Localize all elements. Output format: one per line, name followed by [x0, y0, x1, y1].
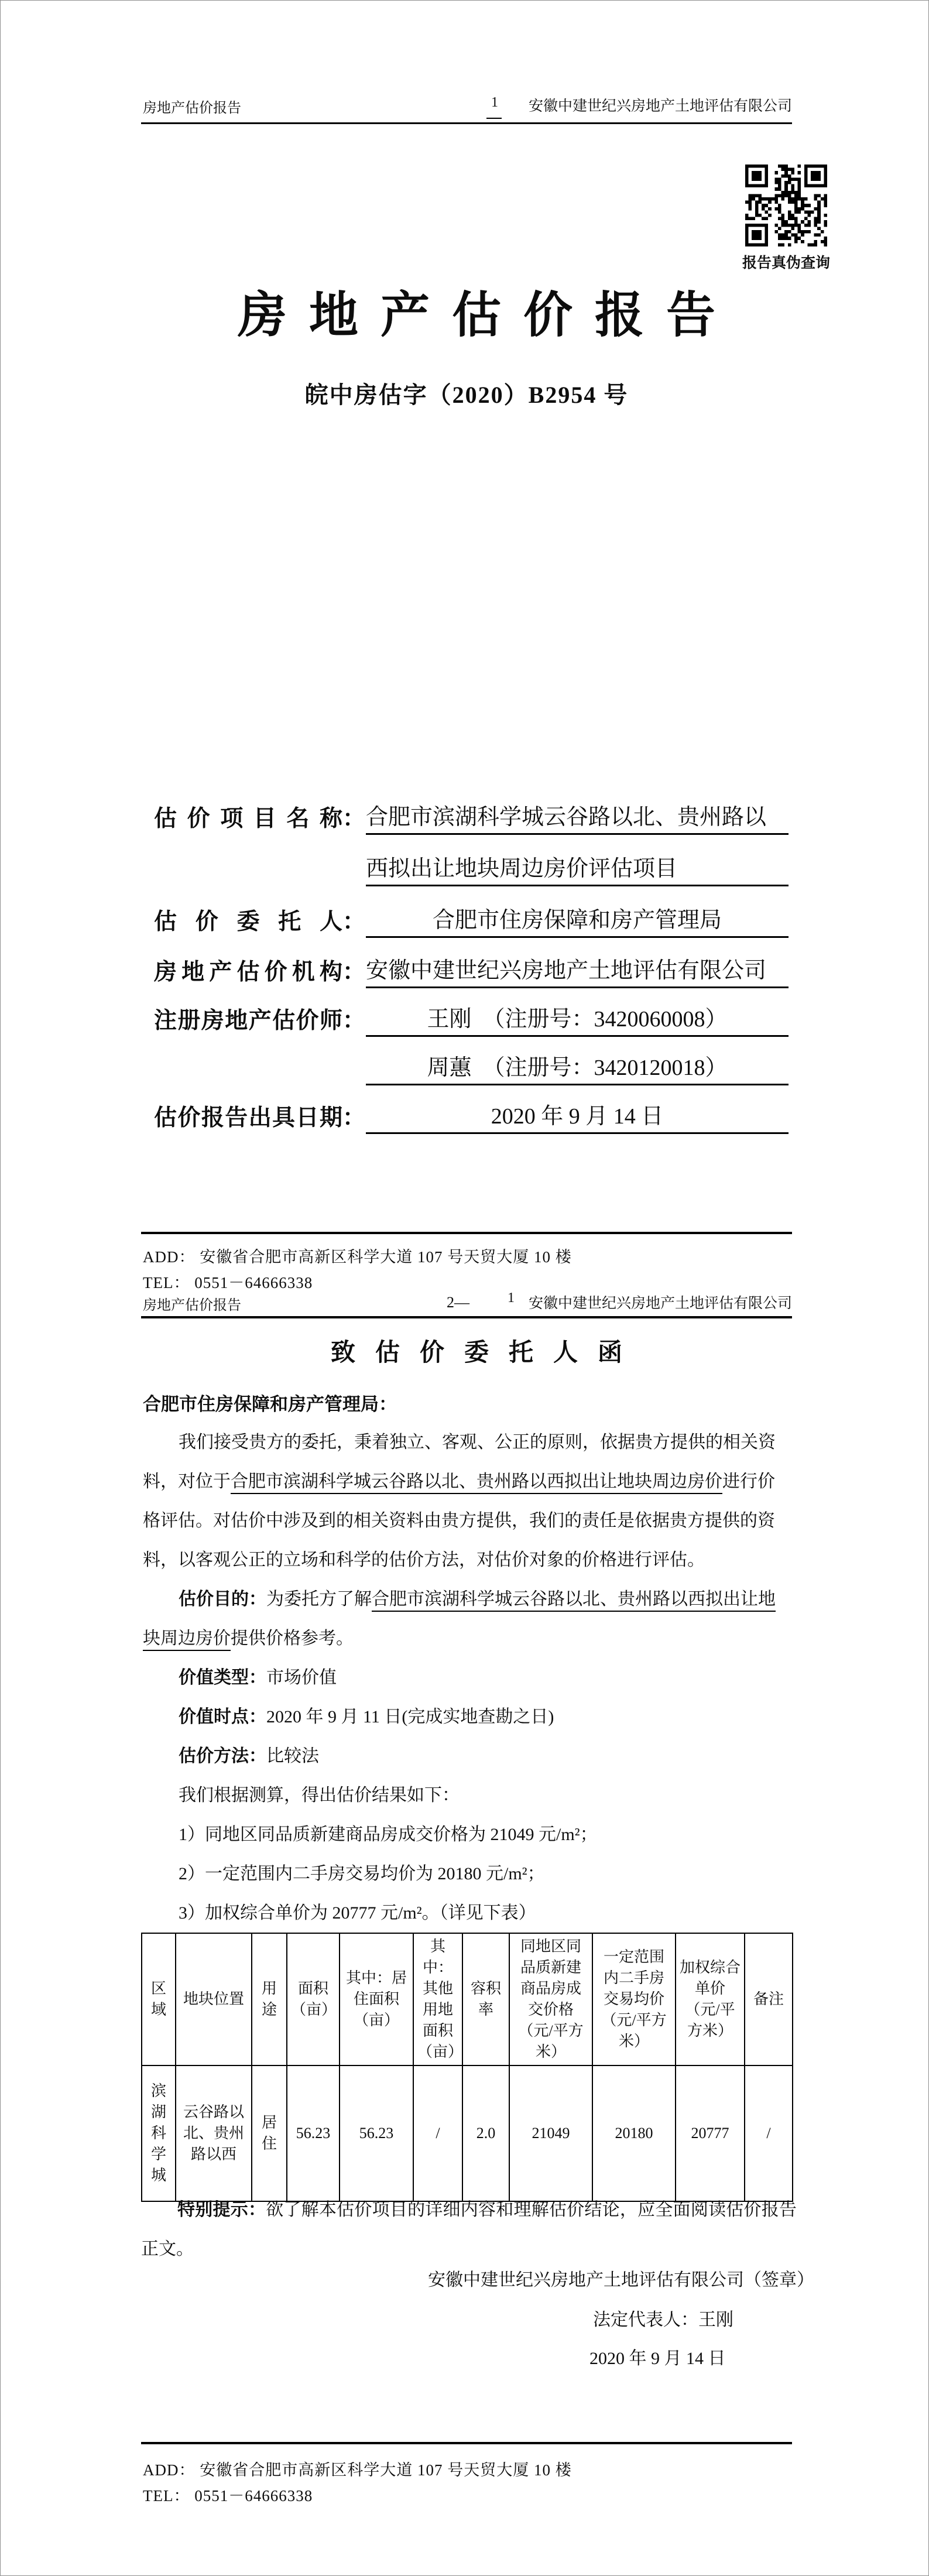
field-label: 估价项目名称 [154, 806, 342, 831]
report-title: 房地产估价报告 [237, 289, 738, 343]
value-type-value: 市场价值 [266, 1668, 337, 1687]
field-project-name-cont [154, 853, 789, 887]
field-colon: ： [342, 1105, 366, 1131]
cell-other-area: / [413, 2065, 462, 2201]
value-date-line [179, 1702, 554, 1728]
qr-caption: 报告真伪查询 [742, 255, 830, 271]
signature-legal-representative: 法定代表人：王刚 [593, 2310, 733, 2330]
field-value: 合肥市滨湖科学城云谷路以北、贵州路以 [366, 801, 789, 835]
special-note [141, 2190, 797, 2269]
field-agency [154, 955, 789, 989]
field-project-name [154, 801, 789, 835]
field-colon: ： [342, 909, 366, 934]
page2-header-rule [141, 1316, 792, 1318]
result-item-2: 2）一定范围内二手房交易均价为 20180 元/m²； [179, 1864, 545, 1883]
purpose-label: 估价目的： [179, 1590, 266, 1609]
method-line [179, 1741, 319, 1767]
cell-location: 云谷路以北、贵州路以西 [176, 2065, 252, 2201]
page2-footer-rule [141, 2442, 792, 2444]
col-header-new-home-price: 同地区同品质新建商品房成交价格（元/平方米） [509, 1933, 592, 2065]
page2-header-page-prefix: 2— [447, 1294, 469, 1311]
paragraph-line [143, 1467, 775, 1492]
value-type-label: 价值类型： [179, 1668, 266, 1687]
field-label: 注册房地产估价师 [154, 1008, 342, 1033]
page1-footer-rule [141, 1232, 792, 1234]
col-header-secondhand-price: 一定范围内二手房交易均价（元/平方米） [592, 1933, 676, 2065]
page1-page-number-underline [486, 118, 502, 119]
field-report-date [154, 1101, 789, 1135]
underlined-project-name: 块周边房价 [143, 1629, 231, 1651]
value-date-value: 2020 年 9 月 11 日(完成实地查勘之日) [266, 1707, 554, 1727]
field-value: 周蕙 （注册号：3420120018） [366, 1052, 789, 1085]
col-header-use: 用途 [252, 1933, 287, 2065]
results-lead-in: 我们根据测算，得出估价结果如下： [179, 1786, 460, 1805]
cell-area: 56.23 [287, 2065, 340, 2201]
cell-use: 居住 [252, 2065, 287, 2201]
cell-residential-area: 56.23 [340, 2065, 413, 2201]
field-label: 估价委托人 [154, 909, 342, 934]
field-colon: ： [342, 1008, 366, 1033]
page1-footer-address: ADD： 安徽省合肥市高新区科学大道 107 号天贸大厦 10 楼 [143, 1248, 572, 1266]
field-value: 合肥市住房保障和房产管理局 [366, 905, 789, 938]
underlined-project-name: 合肥市滨湖科学城云谷路以北、贵州路以西拟出让地 [372, 1590, 776, 1612]
field-value: 王刚 （注册号：3420060008） [366, 1003, 789, 1037]
page1-header-page-number: 1 [491, 95, 498, 110]
field-client [154, 905, 789, 938]
cell-remarks: / [745, 2065, 793, 2201]
text-run: 料，对位于 [143, 1472, 231, 1491]
field-appraiser-1 [154, 1003, 789, 1037]
col-header-region: 区域 [142, 1933, 176, 2065]
page2-footer-telephone: TEL： 0551－64666338 [143, 2487, 313, 2505]
text-run: 提供价格参考。 [231, 1629, 354, 1648]
qr-code-image [745, 165, 827, 246]
letter-addressee: 合肥市住房保障和房产管理局： [143, 1394, 397, 1414]
page1-header-rule [141, 122, 792, 124]
col-header-plot-ratio: 容积率 [462, 1933, 509, 2065]
cell-plot-ratio: 2.0 [462, 2065, 509, 2201]
qr-code [745, 165, 827, 246]
results-table [141, 1933, 793, 2202]
page2-header-company: 安徽中建世纪兴房地产土地评估有限公司 [528, 1296, 792, 1311]
report-doc-number: 皖中房估字（2020）B2954 号 [304, 382, 629, 408]
page2-footer-address: ADD： 安徽省合肥市高新区科学大道 107 号天贸大厦 10 楼 [143, 2461, 572, 2479]
result-item-3: 3）加权综合单价为 20777 元/m²。（详见下表） [179, 1903, 536, 1923]
paragraph-line: 料，以客观公正的立场和科学的估价方法，对估价对象的价格进行评估。 [143, 1550, 705, 1570]
special-note-text: 欲了解本估价项目的详细内容和理解估价结论，应全面阅读估价报告正文。 [141, 2200, 797, 2259]
value-type-line [179, 1663, 337, 1688]
special-note-label: 特别提示： [177, 2200, 266, 2219]
field-colon: ： [342, 806, 366, 831]
page1-header-left: 房地产估价报告 [143, 101, 241, 116]
field-appraiser-2 [154, 1052, 789, 1086]
field-label: 房地产估价机构 [154, 960, 342, 985]
paragraph-line: 格评估。对估价中涉及到的相关资料由贵方提供，我们的责任是依据贵方提供的资 [143, 1511, 775, 1530]
field-label: 估价报告出具日期 [154, 1105, 342, 1131]
underlined-project-name: 合肥市滨湖科学城云谷路以北、贵州路以西拟出让地块周边房价 [231, 1472, 722, 1494]
page2-header-page-number: 1 [508, 1290, 515, 1306]
letter-title: 致估价委托人函 [330, 1340, 642, 1366]
signature-date: 2020 年 9 月 14 日 [589, 2349, 726, 2368]
col-header-remarks: 备注 [745, 1933, 793, 2065]
field-value: 西拟出让地块周边房价评估项目 [366, 853, 789, 886]
col-header-weighted-price: 加权综合单价（元/平方米） [676, 1933, 745, 2065]
col-header-area: 面积（亩） [287, 1933, 340, 2065]
col-header-residential-area: 其中：居住面积（亩） [340, 1933, 413, 2065]
method-value: 比较法 [266, 1746, 319, 1766]
text-run: 为委托方了解 [266, 1590, 372, 1609]
table-header-row [142, 1933, 793, 2065]
col-header-location: 地块位置 [176, 1933, 252, 2065]
purpose-line-2 [143, 1623, 354, 1649]
page1-footer-telephone: TEL： 0551－64666338 [143, 1274, 313, 1292]
purpose-line-1 [179, 1584, 776, 1610]
method-label: 估价方法： [179, 1746, 266, 1766]
field-value: 2020 年 9 月 14 日 [366, 1101, 789, 1134]
col-header-other-area: 其中：其他用地面积（亩） [413, 1933, 462, 2065]
field-colon: ： [342, 960, 366, 985]
cell-secondhand-price: 20180 [592, 2065, 676, 2201]
result-item-1: 1）同地区同品质新建商品房成交价格为 21049 元/m²； [179, 1825, 598, 1844]
paragraph-line: 我们接受贵方的委托，秉着独立、客观、公正的原则，依据贵方提供的相关资 [179, 1433, 776, 1452]
page1-header-company: 安徽中建世纪兴房地产土地评估有限公司 [528, 98, 792, 114]
cell-weighted-price: 20777 [676, 2065, 745, 2201]
cell-region: 滨湖科学城 [142, 2065, 176, 2201]
page2-header-left: 房地产估价报告 [143, 1298, 241, 1313]
table-data-row [142, 2065, 793, 2201]
text-run: 进行价 [722, 1472, 775, 1491]
field-value: 安徽中建世纪兴房地产土地评估有限公司 [366, 955, 789, 988]
value-date-label: 价值时点： [179, 1707, 266, 1727]
cell-new-home-price: 21049 [509, 2065, 592, 2201]
signature-company: 安徽中建世纪兴房地产土地评估有限公司（签章） [428, 2270, 814, 2290]
